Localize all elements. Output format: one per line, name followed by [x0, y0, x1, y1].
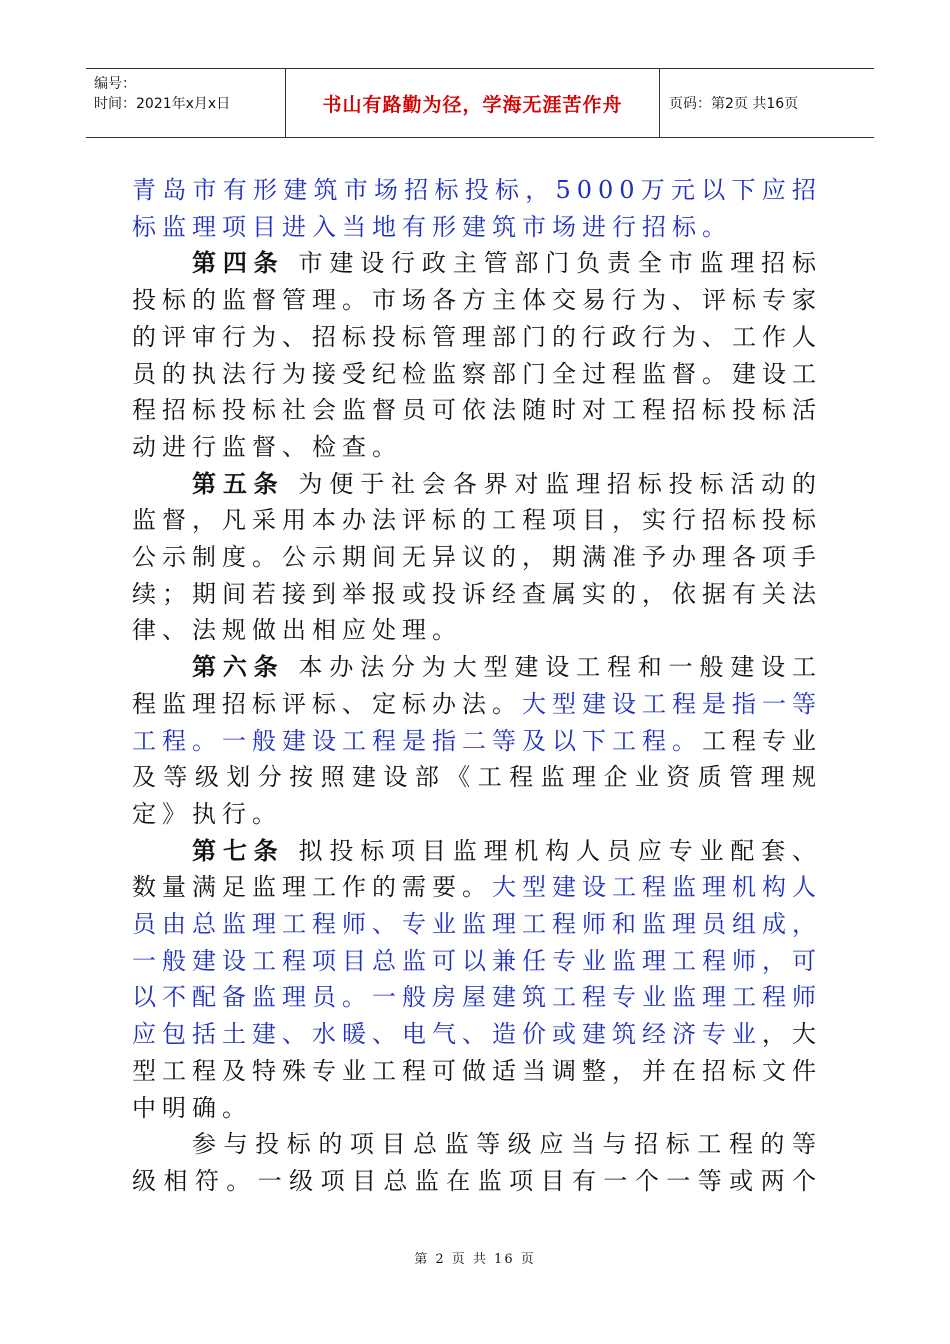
article-5 [132, 466, 822, 650]
header-page-number: 页码：第2页 共16页 [669, 96, 799, 112]
header-motto-cell [285, 69, 660, 137]
article-6-text-2: 工程专业及等级划分按照建设部《工程监理企业资质管理规定》执行。 [132, 726, 822, 828]
article-7-text-2: ，大型工程及特殊专业工程可做适当调整，并在招标文件中明确。 [132, 1020, 822, 1122]
article-5-title: 第五条 [192, 469, 285, 498]
header-motto: 书山有路勤为径，学海无涯苦作舟 [322, 93, 623, 116]
document-body [132, 172, 822, 1200]
article-6 [132, 649, 822, 833]
article-4 [132, 245, 822, 465]
article-7-highlight: 大型建设工程监理机构人员由总监理工程师、专业监理工程师和监理员组成，一般建设工程项目总监可以兼任专业监理工程师，可以不配备监理员。一般房屋建筑工程专业监理工程师应包括土建、水暖、电气、造价或建筑经济专业 [132, 873, 822, 1049]
document-time-label: 时间：2021年x月x日 [94, 96, 231, 112]
paragraph-director-level-1: 参与投标的项目总监等级应当与招标工程的等 [192, 1130, 822, 1159]
article-7-text-1: 拟投标项目监理机构人员应专业配套、数量满足监理工作的需要。 [132, 836, 823, 902]
paragraph-director-level-2: 级相符。一级项目总监在监项目有一个一等或两个 [132, 1166, 822, 1195]
header-left-cell [86, 69, 284, 137]
page-footer: 第 2 页 共 16 页 [414, 1252, 536, 1267]
page-header [86, 68, 874, 138]
article-4-title: 第四条 [192, 249, 285, 278]
article-6-title: 第六条 [192, 653, 285, 682]
article-6-highlight: 大型建设工程是指一等工程。一般建设工程是指二等及以下工程。 [132, 689, 822, 755]
paragraph-intro: 青岛市有形建筑市场招标投标，5000万元以下应招标监理项目进入当地有形建筑市场进行招标。 [132, 176, 822, 241]
article-5-text: 为便于社会各界对监理招标投标活动的监督，凡采用本办法评标的工程项目，实行招标投标公示制度。公示期间无异议的，期满准予办理各项手续；期间若接到举报或投诉经查属实的，依据有关法律、法规做出相应处理。 [132, 469, 823, 645]
article-7-title: 第七条 [192, 836, 285, 865]
header-page-cell [659, 69, 874, 137]
article-7 [132, 833, 822, 1127]
document-number-label: 编号： [94, 76, 136, 92]
article-6-text-1: 本办法分为大型建设工程和一般建设工程监理招标评标、定标办法。 [132, 653, 823, 718]
article-4-text: 市建设行政主管部门负责全市监理招标投标的监督管理。市场各方主体交易行为、评标专家的评审行为、招标投标管理部门的行政行为、工作人员的执法行为接受纪检监察部门全过程监督。建设工程招标投标社会监督员可依法随时对工程招标投标活动进行监督、检查。 [132, 249, 823, 461]
